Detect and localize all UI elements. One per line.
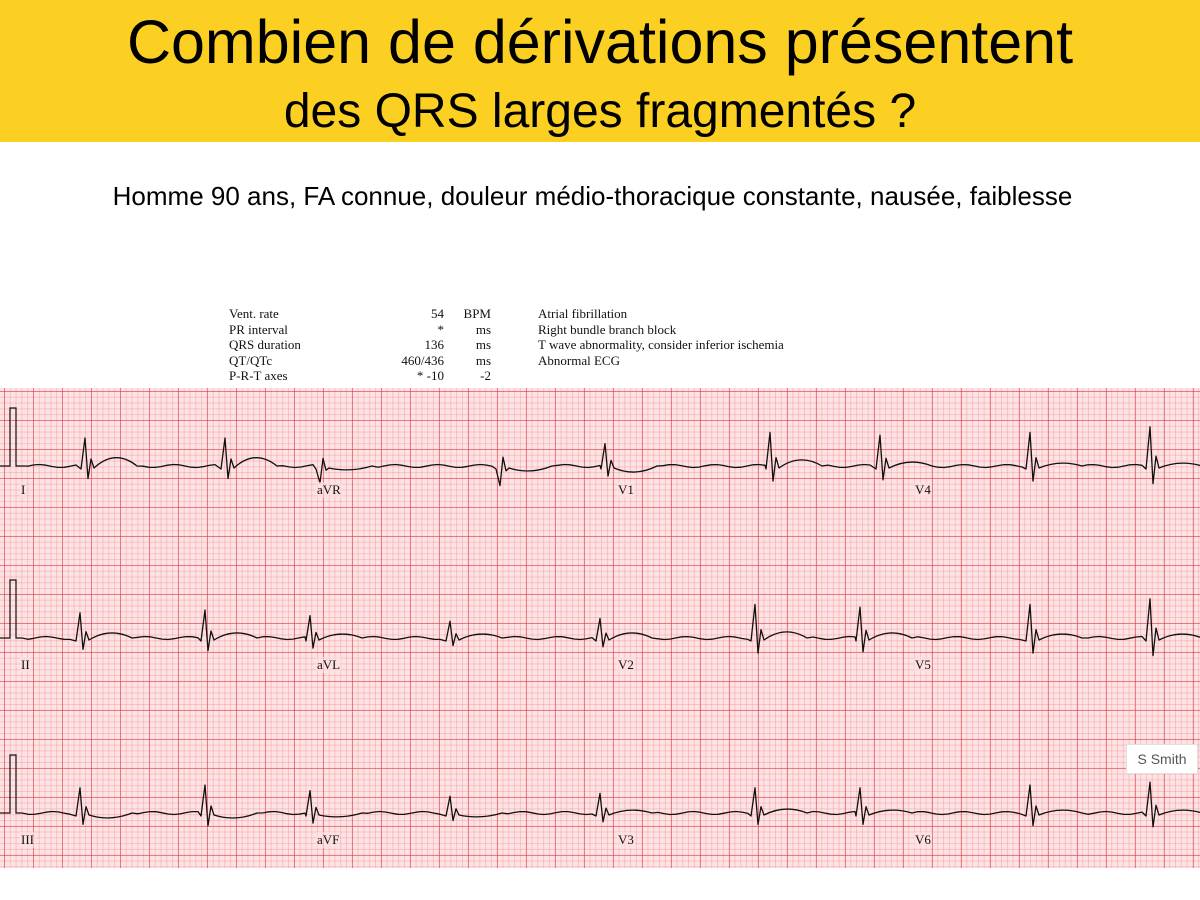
ecg-trace-row-2 (22, 599, 1200, 656)
lead-label-aVR: aVR (317, 482, 341, 497)
interpretation-line: Right bundle branch block (538, 321, 677, 337)
ecg-measurement-labels (229, 306, 339, 384)
lead-label-V5: V5 (915, 657, 931, 672)
measurement-unit: ms (475, 321, 491, 337)
lead-label-II: II (21, 657, 30, 672)
measurement-label: QRS duration (229, 337, 301, 352)
calibration-pulse (0, 755, 22, 813)
lead-label-V2: V2 (618, 657, 634, 672)
calibration-pulse (0, 408, 22, 466)
measurement-unit: BPM (463, 306, 491, 321)
measurement-label: QT/QTc (229, 352, 273, 368)
measurement-value: * -10 (416, 368, 444, 383)
page-title: Combien de dérivations présentent (126, 8, 1074, 76)
lead-label-aVF: aVF (317, 832, 340, 847)
measurement-label: P-R-T axes (229, 368, 288, 383)
measurement-unit: -2 (480, 368, 491, 383)
ecg-trace-row-1 (22, 427, 1200, 486)
interpretation-line: T wave abnormality, consider inferior ischemia (538, 337, 784, 352)
measurement-label: Vent. rate (229, 306, 279, 321)
measurement-label: PR interval (229, 321, 288, 337)
lead-label-III: III (21, 832, 34, 847)
case-description: Homme 90 ans, FA connue, douleur médio-thoracique constante, nausée, faiblesse (112, 181, 1073, 211)
lead-label-V1: V1 (618, 482, 634, 497)
lead-label-V3: V3 (618, 832, 634, 847)
interpretation-line: Abnormal ECG (538, 352, 620, 368)
measurement-unit: ms (475, 337, 491, 352)
ecg-measurement-units (455, 306, 491, 384)
author-credit: S Smith (1126, 744, 1198, 774)
ecg-measurement-values (380, 306, 444, 384)
calibration-pulse (0, 580, 22, 638)
measurement-value: 460/436 (401, 352, 444, 368)
ecg-tracings (0, 388, 1200, 868)
ecg-trace-row-3 (22, 782, 1200, 827)
measurement-value: 54 (431, 306, 444, 321)
lead-label-V6: V6 (915, 832, 931, 847)
measurement-value: * (437, 321, 444, 337)
measurement-value: 136 (424, 337, 444, 352)
interpretation-line: Atrial fibrillation (538, 306, 628, 321)
lead-label-aVL: aVL (317, 657, 341, 672)
measurement-unit: ms (475, 352, 491, 368)
ecg-interpretation (538, 306, 858, 368)
lead-label-V4: V4 (915, 482, 931, 497)
lead-label-I: I (21, 482, 26, 497)
page-title-line2: des QRS larges fragmentés ? (283, 85, 917, 138)
